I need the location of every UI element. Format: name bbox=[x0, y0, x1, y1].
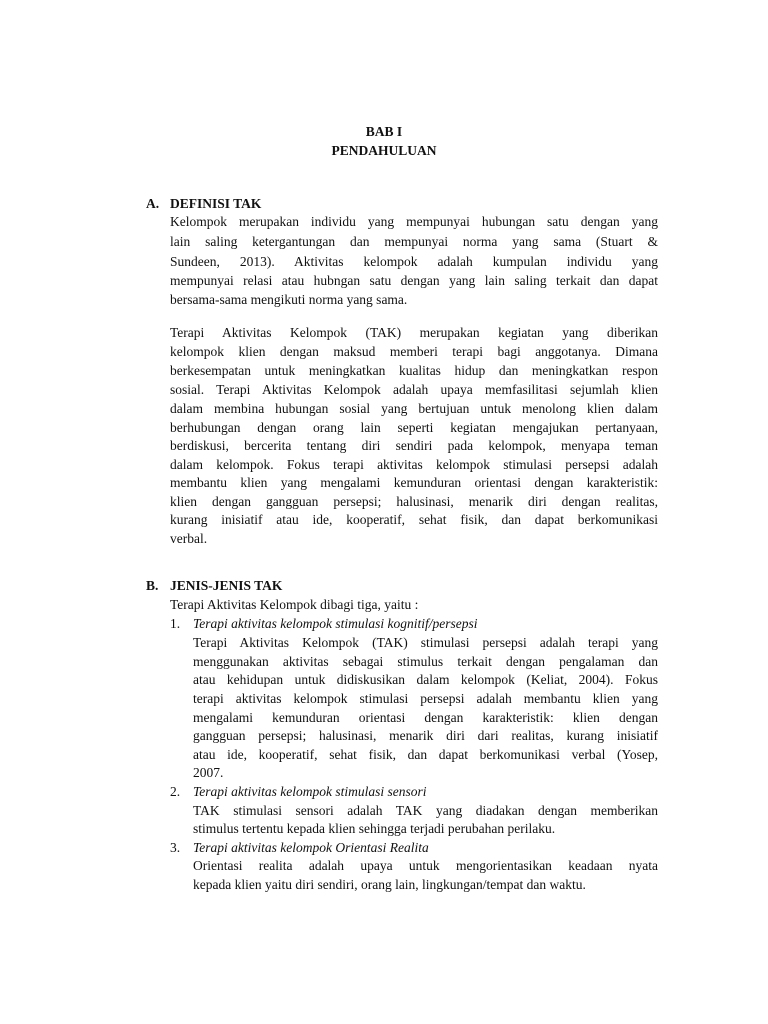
list-item-title: Terapi aktivitas kelompok stimulasi sensori bbox=[193, 784, 427, 799]
paragraph-line: membantu klien yang mengalami kemunduran orientasi dengan karakteristik: bbox=[170, 475, 658, 490]
chapter-title: PENDAHULUAN bbox=[331, 143, 437, 158]
list-number: 1. bbox=[170, 616, 181, 631]
list-item-line: TAK stimulasi sensori adalah TAK yang diadakan dengan memberikan bbox=[193, 803, 658, 818]
paragraph-line: Sundeen, 2013). Aktivitas kelompok adalah kumpulan individu yang bbox=[170, 254, 658, 269]
list-item-line: atau ide, kooperatif, sehat fisik, dan dapat berkomunikasi verbal (Yosep, bbox=[193, 747, 658, 762]
paragraph-line: kurang inisiatif atau ide, kooperatif, sehat fisik, dan dapat berkomunikasi bbox=[170, 512, 658, 527]
list-item-title: Terapi aktivitas kelompok stimulasi kognitif/persepsi bbox=[193, 616, 478, 631]
chapter-number: BAB I bbox=[365, 124, 403, 139]
list-item-line: Orientasi realita adalah upaya untuk mengorientasikan keadaan nyata bbox=[193, 858, 658, 873]
list-item-line: 2007. bbox=[193, 765, 224, 780]
paragraph-line: kelompok klien dengan maksud memberi terapi bagi anggotanya. Dimana bbox=[170, 344, 658, 359]
paragraph-line: berdiskusi, bercerita tentang diri sendiri pada kelompok, menyapa teman bbox=[170, 438, 658, 453]
section-b-intro: Terapi Aktivitas Kelompok dibagi tiga, yaitu : bbox=[170, 597, 419, 612]
list-number: 2. bbox=[170, 784, 181, 799]
section-a-heading: DEFINISI TAK bbox=[170, 196, 262, 211]
list-item-line: kepada klien yaitu diri sendiri, orang lain, lingkungan/tempat dan waktu. bbox=[193, 877, 586, 892]
section-b-marker: B. bbox=[146, 578, 159, 593]
list-item-line: gangguan persepsi; halusinasi, menarik diri dari realitas, kurang inisiatif bbox=[193, 728, 658, 743]
paragraph-line: klien dengan gangguan persepsi; halusinasi, menarik diri dengan realitas, bbox=[170, 494, 658, 509]
list-item-line: atau kehidupan untuk didiskusikan dalam kelompok (Keliat, 2004). Fokus bbox=[193, 672, 658, 687]
list-item-line: terapi aktivitas kelompok stimulasi persepsi adalah membantu klien yang bbox=[193, 691, 658, 706]
list-item-line: stimulus tertentu kepada klien sehingga terjadi perubahan perilaku. bbox=[193, 821, 556, 836]
list-number: 3. bbox=[170, 840, 181, 855]
list-item-line: menggunakan aktivitas sebagai stimulus terkait dengan pengalaman dan bbox=[193, 654, 658, 669]
paragraph-line: verbal. bbox=[170, 531, 208, 546]
paragraph-line: sosial. Terapi Aktivitas Kelompok adalah upaya memfasilitasi sejumlah klien bbox=[170, 382, 658, 397]
paragraph-line: dalam kelompok. Fokus terapi aktivitas kelompok stimulasi persepsi adalah bbox=[170, 457, 658, 472]
paragraph-line: lain saling ketergantungan dan mempunyai norma yang sama (Stuart & bbox=[170, 234, 658, 249]
paragraph-line: bersama-sama mengikuti norma yang sama. bbox=[170, 292, 408, 307]
list-item-title: Terapi aktivitas kelompok Orientasi Realita bbox=[193, 840, 429, 855]
section-a-marker: A. bbox=[146, 196, 160, 211]
list-item-line: mengalami kemunduran orientasi dengan karakteristik: klien dengan bbox=[193, 710, 658, 725]
paragraph-line: dalam membina hubungan sosial yang bertujuan untuk menolong klien dalam bbox=[170, 401, 658, 416]
paragraph-line: mempunyai relasi atau hubngan satu dengan yang lain saling terkait dan dapat bbox=[170, 273, 658, 288]
paragraph-line: berkesempatan untuk meningkatkan kualitas hidup dan meningkatkan respon bbox=[170, 363, 658, 378]
section-b-heading: JENIS-JENIS TAK bbox=[170, 578, 283, 593]
list-item-line: Terapi Aktivitas Kelompok (TAK) stimulasi persepsi adalah terapi yang bbox=[193, 635, 658, 650]
paragraph-line: Terapi Aktivitas Kelompok (TAK) merupakan kegiatan yang diberikan bbox=[170, 325, 658, 340]
paragraph-line: berhubungan dengan orang lain seperti kegiatan mengajukan pertanyaan, bbox=[170, 420, 658, 435]
paragraph-line: Kelompok merupakan individu yang mempunyai hubungan satu dengan yang bbox=[170, 214, 658, 229]
